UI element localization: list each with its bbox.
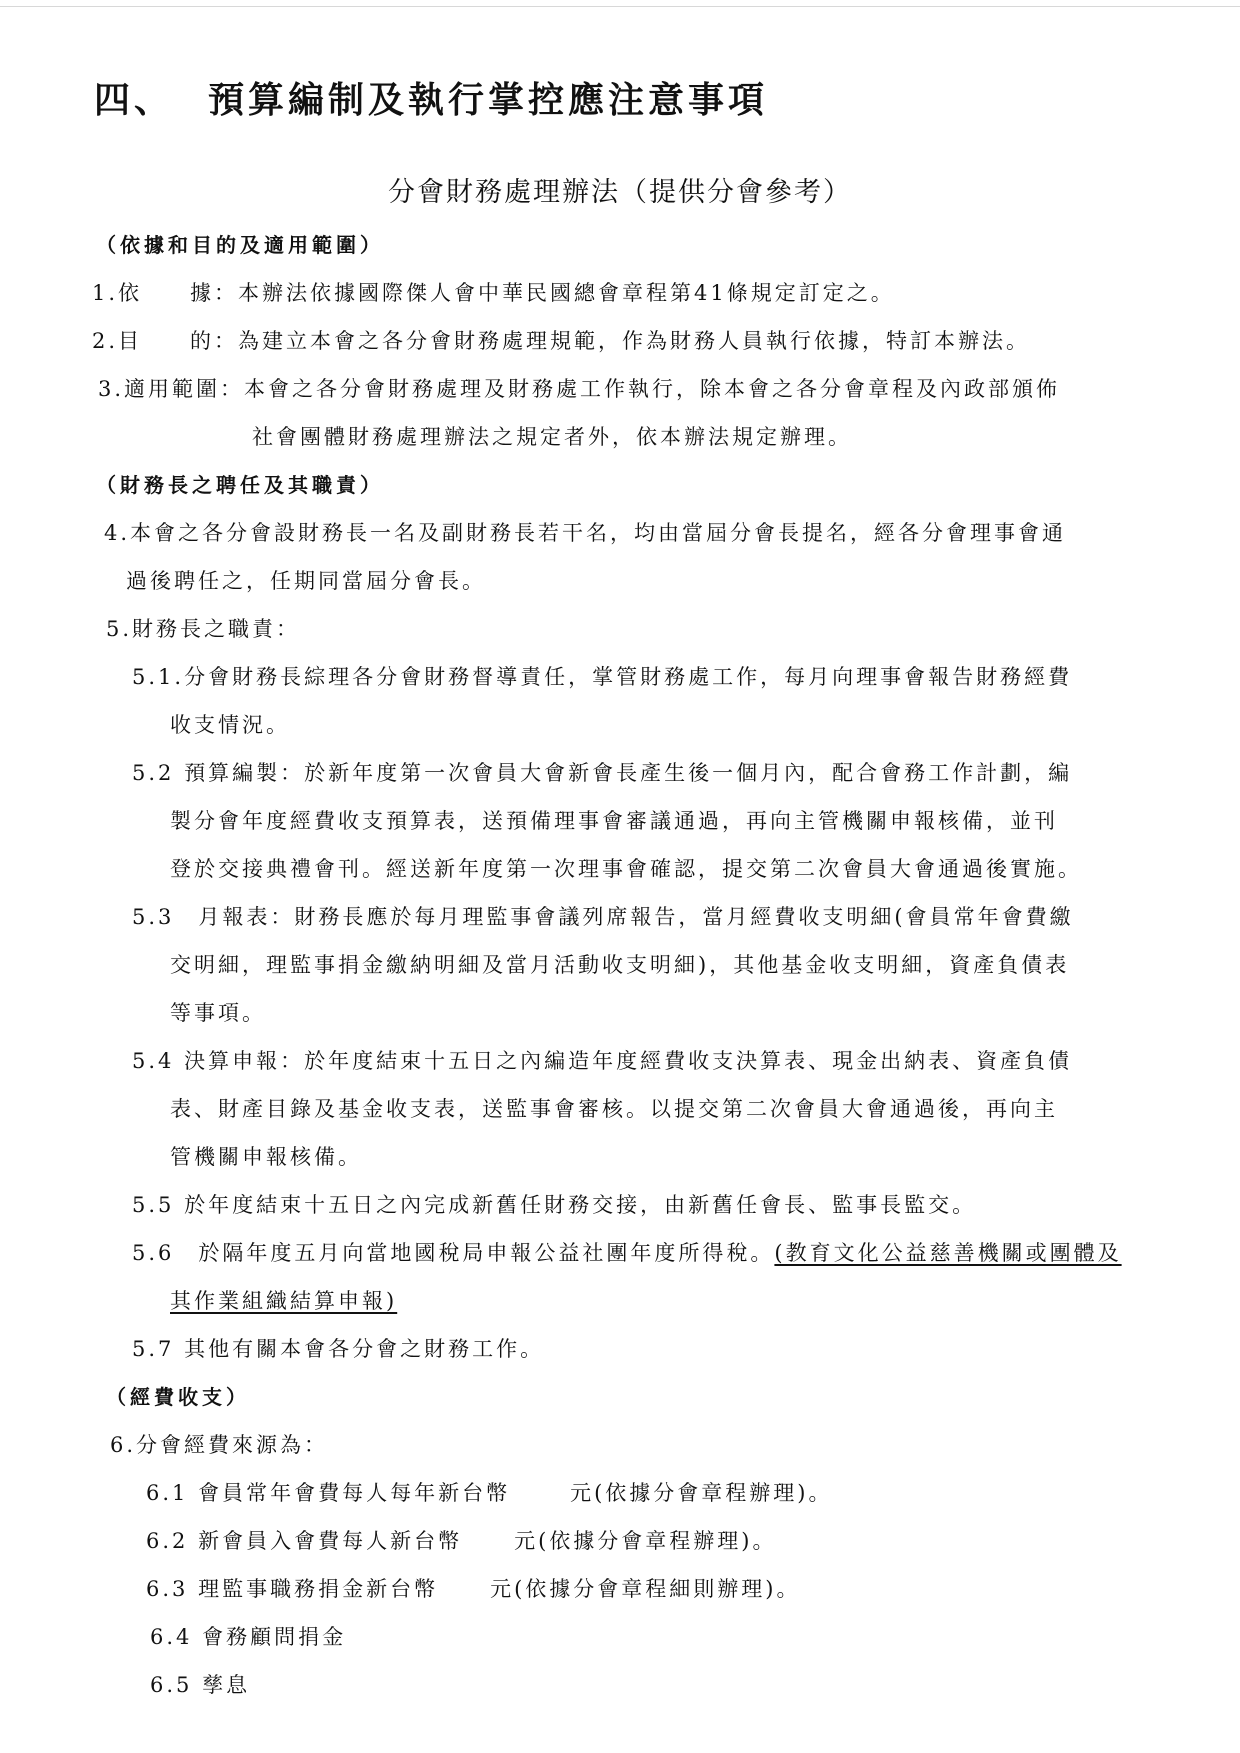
paragraph-6-4: 6.4 會務顧問捐金 <box>150 1625 347 1649</box>
paragraph-5-6-line-2: 其作業組織結算申報) <box>170 1289 398 1313</box>
paragraph-5-1-line-2: 收支情況。 <box>170 713 290 737</box>
section-heading-basis: （依據和目的及適用範圍） <box>96 233 384 257</box>
document-title: 分會財務處理辦法（提供分會參考） <box>388 177 852 208</box>
paragraph-3-line-1: 3.適用範圍：本會之各分會財務處理及財務處工作執行，除本會之各分會章程及內政部頒佈 <box>98 377 1061 401</box>
paragraph-2: 2.目 的：為建立本會之各分會財務處理規範，作為財務人員執行依據，特訂本辦法。 <box>92 329 1031 353</box>
paragraph-6-3 <box>146 1574 800 1604</box>
paragraph-5-4-line-3: 管機關申報核備。 <box>170 1145 362 1169</box>
paragraph-5: 5.財務長之職責： <box>106 617 301 641</box>
paragraph-5-5: 5.5 於年度結束十五日之內完成新舊任財務交接，由新舊任會長、監事長監交。 <box>132 1193 977 1217</box>
paragraph-6-2 <box>146 1526 776 1556</box>
paragraph-5-3-line-1: 5.3 月報表：財務長應於每月理監事會議列席報告，當月經費收支明細(會員常年會費繳 <box>132 905 1074 929</box>
chapter-number: 四、 <box>94 80 175 121</box>
paragraph-5-3-line-2: 交明細，理監事捐金繳納明細及當月活動收支明細)，其他基金收支明細，資產負債表 <box>170 953 1070 977</box>
paragraph-4-line-1: 4.本會之各分會設財務長一名及副財務長若干名，均由當屆分會長提名，經各分會理事會通 <box>104 521 1067 545</box>
section-heading-funding: （經費收支） <box>106 1385 250 1409</box>
section-heading-treasurer: （財務長之聘任及其職責） <box>96 473 384 497</box>
paragraph-4-line-2: 過後聘任之，任期同當屆分會長。 <box>126 569 486 593</box>
paragraph-3-line-2: 社會團體財務處理辦法之規定者外，依本辦法規定辦理。 <box>252 425 852 449</box>
paragraph-6-3-suffix: 元(依據分會章程細則辦理)。 <box>490 1577 801 1601</box>
paragraph-5-2-line-1: 5.2 預算編製：於新年度第一次會員大會新會長產生後一個月內，配合會務工作計劃，編 <box>132 761 1073 785</box>
paragraph-1: 1.依 據：本辦法依據國際傑人會中華民國總會章程第41條規定訂定之。 <box>92 281 895 305</box>
paragraph-6-1-text: 6.1 會員常年會費每人每年新台幣 <box>146 1481 511 1505</box>
paragraph-5-4-line-2: 表、財產目錄及基金收支表，送監事會審核。以提交第二次會員大會通過後，再向主 <box>170 1097 1058 1121</box>
paragraph-6-2-suffix: 元(依據分會章程辦理)。 <box>514 1529 777 1553</box>
chapter-heading <box>94 72 768 123</box>
paragraph-6-1 <box>146 1478 832 1508</box>
paragraph-5-7: 5.7 其他有關本會各分會之財務工作。 <box>132 1337 545 1361</box>
paragraph-6-2-text: 6.2 新會員入會費每人新台幣 <box>146 1529 463 1553</box>
paragraph-5-2-line-2: 製分會年度經費收支預算表，送預備理事會審議通過，再向主管機關申報核備，並刊 <box>170 809 1058 833</box>
scan-edge-line <box>0 6 1240 7</box>
paragraph-5-4-line-1: 5.4 決算申報：於年度結束十五日之內編造年度經費收支決算表、現金出納表、資產負債 <box>132 1049 1073 1073</box>
paragraph-5-1-line-1: 5.1.分會財務長綜理各分會財務督導責任，掌管財務處工作，每月向理事會報告財務經費 <box>132 665 1073 689</box>
paragraph-5-2-line-3: 登於交接典禮會刊。經送新年度第一次理事會確認，提交第二次會員大會通過後實施。 <box>170 857 1082 881</box>
paragraph-5-3-line-3: 等事項。 <box>170 1001 266 1025</box>
paragraph-5-6-text: 5.6 於隔年度五月向當地國稅局申報公益社團年度所得稅。 <box>132 1241 775 1265</box>
paragraph-6: 6.分會經費來源為： <box>110 1433 329 1457</box>
chapter-title: 預算編制及執行掌控應注意事項 <box>208 80 769 121</box>
paragraph-5-6-underlined-text: (教育文化公益慈善機關或團體及 <box>774 1241 1122 1265</box>
paragraph-6-1-suffix: 元(依據分會章程辦理)。 <box>570 1481 833 1505</box>
paragraph-5-6-line-1 <box>132 1238 1122 1268</box>
paragraph-6-3-text: 6.3 理監事職務捐金新台幣 <box>146 1577 439 1601</box>
paragraph-6-5: 6.5 孳息 <box>150 1673 251 1697</box>
